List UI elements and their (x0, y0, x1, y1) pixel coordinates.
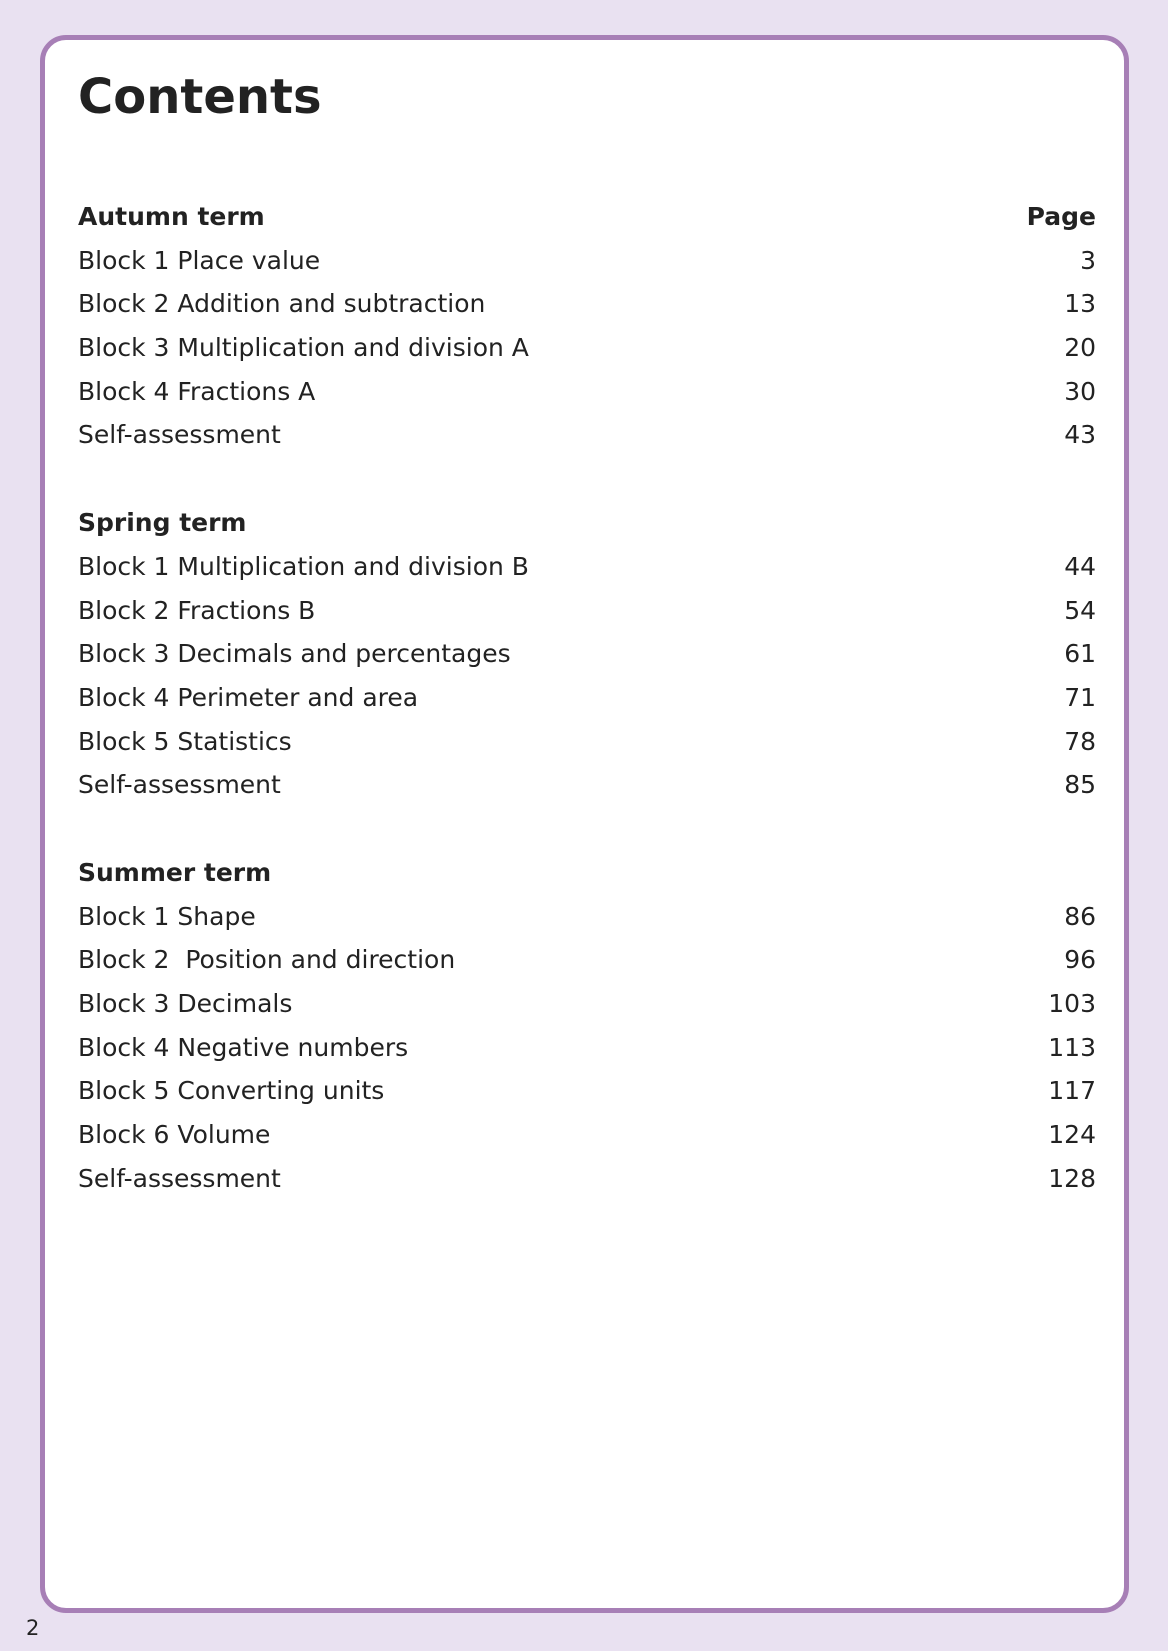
section-header (78, 501, 1096, 545)
toc-entry[interactable] (78, 763, 1096, 807)
contents-panel (40, 35, 1129, 1613)
entry-page: 117 (1048, 1076, 1096, 1106)
toc-entry[interactable] (78, 239, 1096, 283)
toc-entry[interactable] (78, 545, 1096, 589)
entry-page: 43 (1064, 420, 1096, 450)
page-title: Contents (78, 69, 322, 125)
toc-entry[interactable] (78, 1157, 1096, 1201)
entry-page: 103 (1048, 989, 1096, 1018)
entry-page: 124 (1048, 1120, 1096, 1150)
entry-label: Block 1 Multiplication and division B (78, 551, 529, 581)
toc-entry[interactable] (78, 895, 1096, 939)
page-number: 2 (26, 1616, 40, 1640)
toc-entry[interactable] (78, 632, 1096, 676)
entry-label: Block 2 Addition and subtraction (78, 289, 486, 319)
section-summer-term (78, 851, 1096, 1201)
toc-entry[interactable] (78, 938, 1096, 982)
entry-page: 3 (1080, 245, 1096, 275)
entry-page: 86 (1064, 901, 1096, 931)
entry-page: 85 (1064, 770, 1096, 800)
entry-label: Block 5 Statistics (78, 726, 292, 756)
toc-entry[interactable] (78, 1069, 1096, 1113)
entry-label: Block 4 Perimeter and area (78, 682, 419, 712)
toc-entry[interactable] (78, 720, 1096, 764)
section-heading: Spring term (78, 508, 247, 538)
entry-label: Block 1 Place value (78, 245, 321, 275)
entry-page: 13 (1064, 289, 1096, 319)
section-header (78, 851, 1096, 895)
entry-label: Block 2 Fractions B (78, 595, 316, 625)
entry-label: Block 3 Decimals and percentages (78, 639, 511, 669)
section-heading: Autumn term (78, 202, 265, 231)
entry-label: Self-assessment (78, 1163, 281, 1193)
entry-page: 44 (1064, 551, 1096, 581)
entry-page: 54 (1064, 595, 1096, 625)
entry-page: 113 (1048, 1032, 1096, 1062)
toc-entry[interactable] (78, 982, 1096, 1026)
entry-page: 71 (1064, 682, 1096, 712)
section-header (78, 195, 1096, 239)
entry-label: Block 2 Position and direction (78, 945, 456, 975)
toc-entry[interactable] (78, 1026, 1096, 1070)
entry-label: Block 5 Converting units (78, 1076, 385, 1106)
entry-label: Block 6 Volume (78, 1120, 271, 1150)
toc-entry[interactable] (78, 676, 1096, 720)
entry-page: 61 (1064, 639, 1096, 669)
entry-label: Block 1 Shape (78, 901, 256, 931)
toc-entry[interactable] (78, 370, 1096, 414)
entry-label: Block 3 Decimals (78, 989, 293, 1018)
entry-label: Block 4 Negative numbers (78, 1032, 409, 1062)
toc-entry[interactable] (78, 1113, 1096, 1157)
section-heading: Summer term (78, 857, 272, 887)
entry-label: Self-assessment (78, 770, 281, 800)
toc-entry[interactable] (78, 282, 1096, 326)
entry-page: 128 (1048, 1163, 1096, 1193)
table-of-contents (78, 195, 1096, 1244)
toc-entry[interactable] (78, 326, 1096, 370)
entry-label: Block 4 Fractions A (78, 376, 316, 406)
toc-entry[interactable] (78, 589, 1096, 633)
entry-label: Self-assessment (78, 420, 281, 450)
entry-page: 96 (1064, 945, 1096, 975)
section-autumn-term (78, 195, 1096, 457)
section-spring-term (78, 501, 1096, 807)
entry-page: 20 (1064, 333, 1096, 363)
toc-entry[interactable] (78, 413, 1096, 457)
entry-page: 78 (1064, 726, 1096, 756)
entry-label: Block 3 Multiplication and division A (78, 333, 529, 363)
entry-page: 30 (1064, 376, 1096, 406)
page-column-label: Page (1026, 202, 1096, 231)
